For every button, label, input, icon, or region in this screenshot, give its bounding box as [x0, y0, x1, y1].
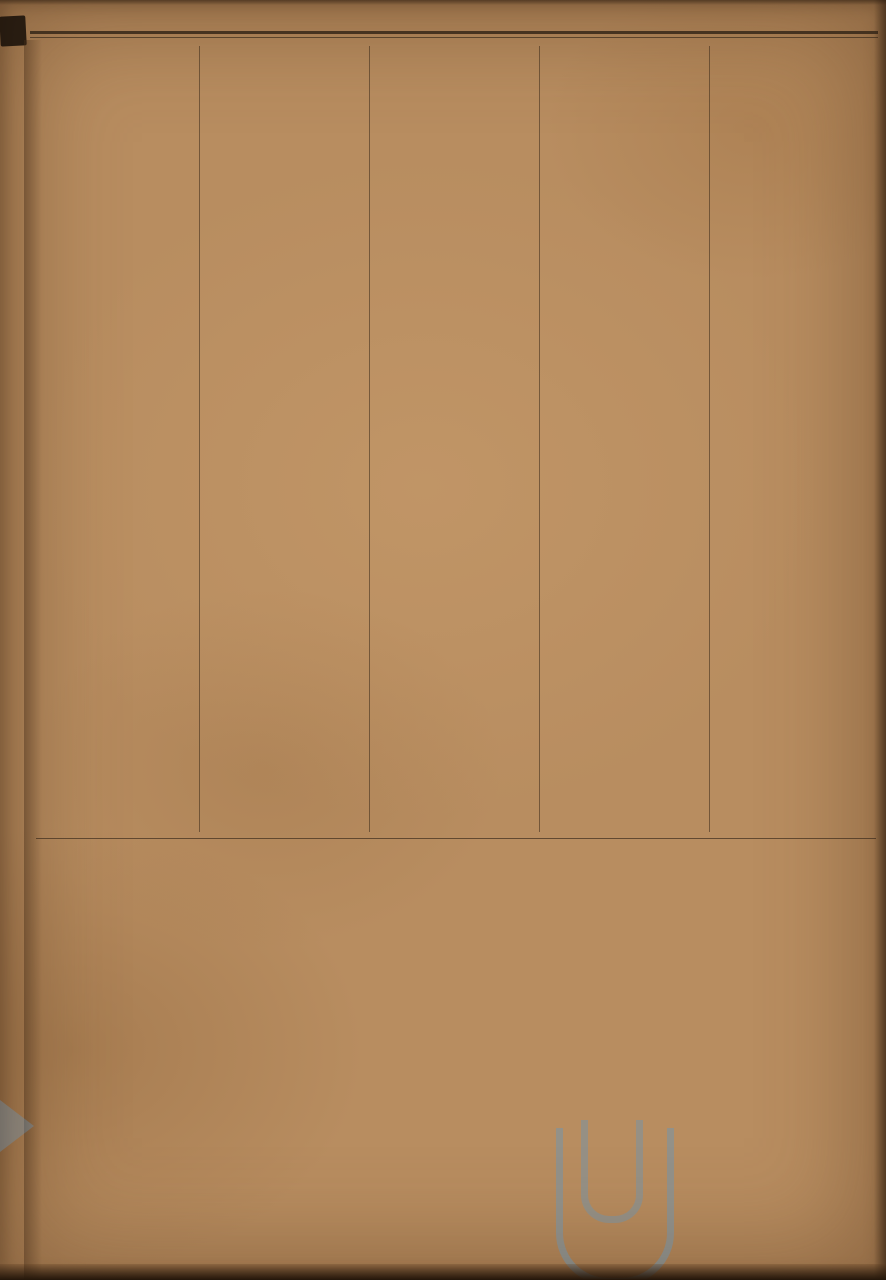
feuilleton-page-27 — [327, 902, 572, 1274]
scan-edge-top — [0, 0, 886, 5]
column-divider — [199, 46, 200, 832]
watermark-emblem-icon — [556, 1128, 674, 1280]
feuilleton-page-26 — [52, 902, 295, 1274]
column-divider — [539, 46, 540, 832]
scan-edge-bottom — [0, 1264, 886, 1280]
section-rule — [36, 838, 876, 839]
column-divider — [709, 46, 710, 832]
watermark-fragment-icon — [0, 1100, 34, 1152]
column-divider — [369, 46, 370, 832]
scan-artifact-topleft — [0, 15, 27, 46]
masthead-rule — [30, 31, 878, 38]
scan-edge-right — [874, 0, 886, 1280]
news-section — [36, 46, 878, 834]
